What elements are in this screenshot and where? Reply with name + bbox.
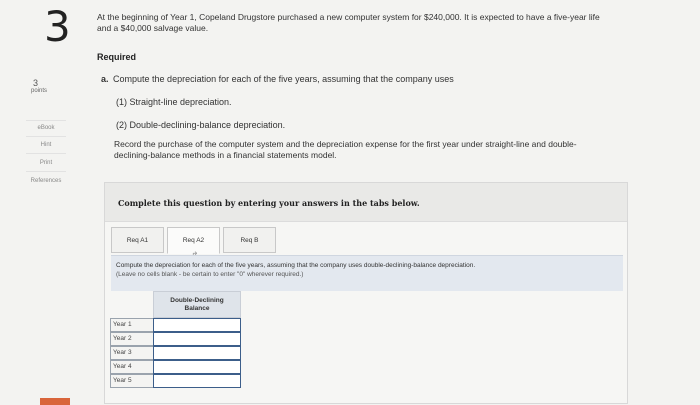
sidebar-item-ebook[interactable]: eBook bbox=[26, 120, 66, 137]
answer-panel bbox=[104, 182, 628, 404]
tab-req-a1[interactable]: Req A1 bbox=[111, 227, 164, 253]
sidebar-item-references[interactable]: References bbox=[30, 178, 62, 184]
requirement-straight-line: (1) Straight-line depreciation. bbox=[116, 97, 232, 107]
row-label-year-3: Year 3 bbox=[110, 346, 153, 360]
instruction-text: Compute the depreciation for each of the five years, assuming that the company uses double-declining-balance depreciation. bbox=[116, 262, 476, 269]
part-a-marker: a. bbox=[101, 74, 109, 84]
table-row bbox=[110, 318, 241, 332]
year-2-input[interactable] bbox=[153, 332, 241, 346]
part-a bbox=[101, 74, 454, 84]
year-4-input[interactable] bbox=[153, 360, 241, 374]
record-instruction bbox=[114, 139, 659, 161]
row-label-year-5: Year 5 bbox=[110, 374, 153, 388]
sidebar-item-print[interactable]: Print bbox=[26, 156, 66, 172]
row-label-year-4: Year 4 bbox=[110, 360, 153, 374]
table-row bbox=[110, 346, 241, 360]
row-label-year-2: Year 2 bbox=[110, 332, 153, 346]
problem-line-1: At the beginning of Year 1, Copeland Drugstore purchased a new computer system for $240,000. It is expected to have a five-year life bbox=[97, 12, 600, 22]
question-number: 3 bbox=[44, 2, 71, 51]
tab-req-b[interactable]: Req B bbox=[223, 227, 276, 253]
row-label-year-1: Year 1 bbox=[110, 318, 153, 332]
sidebar-item-hint[interactable]: Hint bbox=[26, 138, 66, 154]
points-label: points bbox=[31, 88, 48, 94]
column-header-line-1: Double-Declining bbox=[170, 297, 224, 304]
record-line-1: Record the purchase of the computer system and the depreciation expense for the first year under straight-line and double- bbox=[114, 139, 577, 149]
table-row bbox=[110, 374, 241, 388]
panel-header bbox=[105, 183, 627, 222]
instruction-box bbox=[111, 255, 623, 291]
part-a-text: Compute the depreciation for each of the five years, assuming that the company uses bbox=[113, 74, 454, 84]
requirement-double-declining: (2) Double-declining-balance depreciation. bbox=[116, 120, 286, 130]
year-5-input[interactable] bbox=[153, 374, 241, 388]
table-row bbox=[110, 360, 241, 374]
year-1-input[interactable] bbox=[153, 318, 241, 332]
next-nav-mark bbox=[40, 398, 70, 405]
year-3-input[interactable] bbox=[153, 346, 241, 360]
required-heading: Required bbox=[97, 52, 137, 62]
problem-line-2: and a $40,000 salvage value. bbox=[97, 23, 209, 33]
table-row bbox=[110, 332, 241, 346]
problem-statement bbox=[97, 12, 687, 34]
instruction-note: (Leave no cells blank - be certain to enter "0" wherever required.) bbox=[116, 271, 304, 278]
points-value: 3 bbox=[33, 78, 39, 88]
record-line-2: declining-balance methods in a financial statements model. bbox=[114, 150, 337, 160]
column-header-ddb bbox=[153, 291, 241, 318]
tab-req-a2[interactable]: Req A2 bbox=[167, 227, 220, 254]
panel-title: Complete this question by entering your answers in the tabs below. bbox=[118, 198, 420, 208]
column-header-line-2: Balance bbox=[184, 305, 210, 312]
